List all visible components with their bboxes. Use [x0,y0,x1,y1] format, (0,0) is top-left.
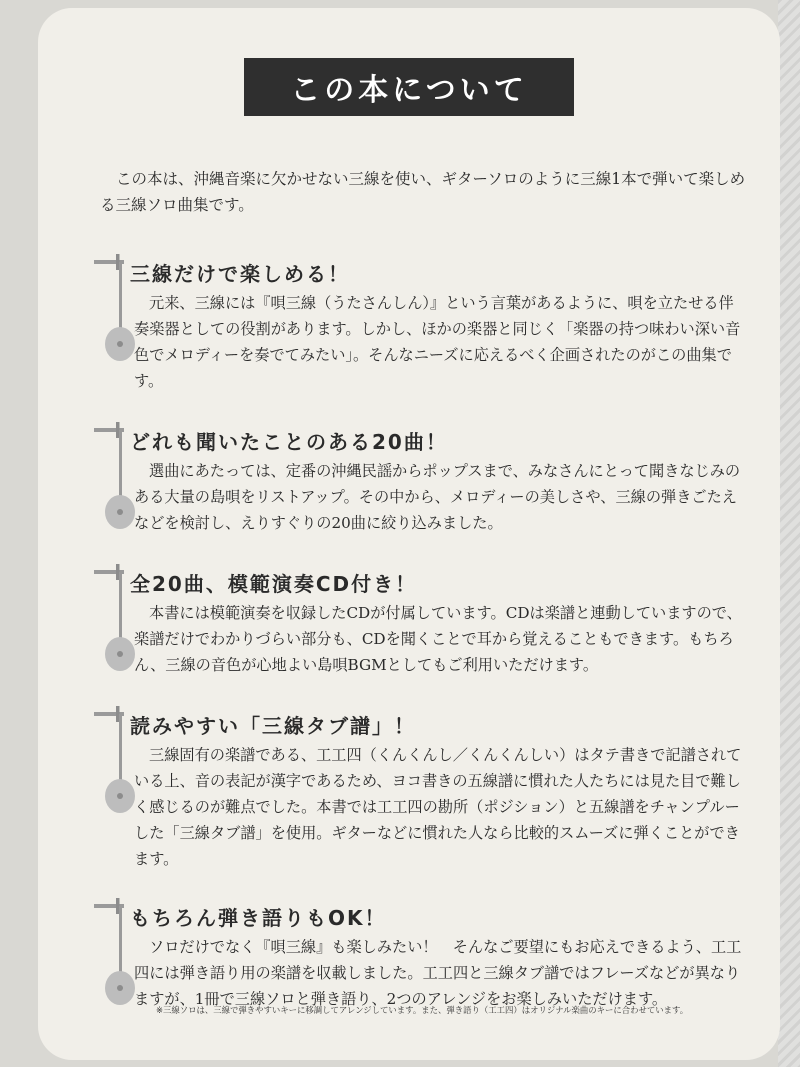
page-title [244,58,574,116]
page-edge-pattern [778,0,800,1067]
section-heading: 読みやすい「三線タブ譜」！ [130,714,416,738]
section-body: ソロだけでなく『唄三線』も楽しみたい！ そんなご要望にもお応えできるよう、工工四には弾き語り用の楽譜を収載しました。工工四と三線タブ譜ではフレーズなどが異なりますが、1冊で三線ソロと弾き語り、2つのアレンジをお楽しみいただけます。 [134,938,742,1008]
section-heading: 三線だけで楽しめる！ [130,262,350,286]
section-heading: もちろん弾き語りもOK！ [130,906,387,930]
section-body: 元来、三線には『唄三線（うたさんしん）』という言葉があるように、唄を立たせる伴奏楽器としての役割があります。しかし、ほかの楽器と同じく「楽器の持つ味わい深い音色でメロディーを奏でてみたい」。そんなニーズに応えるべく企画されたのがこの曲集です。 [134,294,741,390]
section-body: 本書には模範演奏を収録したCDが付属しています。CDは楽譜と連動していますので、楽譜だけでわかりづらい部分も、CDを聞くことで耳から覚えることもできます。もちろん、三線の音色が心地よい島唄BGMとしてもご利用いただけます。 [134,604,742,674]
section-heading: 全20曲、模範演奏CD付き！ [130,572,418,596]
section-body: 選曲にあたっては、定番の沖縄民謡からポップスまで、みなさんにとって聞きなじみのある大量の島唄をリストアップ。その中から、メロディーの美しさや、三線の弾きごたえなどを検討し、えりすぐりの20曲に絞り込みました。 [134,462,741,532]
footnote: ※三線ソロは、三線で弾きやすいキーに移調してアレンジしています。また、弾き語り（工工四）はオリジナル楽曲のキーに合わせています。 [156,1005,689,1015]
section-body: 三線固有の楽譜である、工工四（くんくんし／くんくんしい）はタテ書きで記譜されている上、音の表記が漢字であるため、ヨコ書きの五線譜に慣れた人たちには見た目で難しく感じるのが難点でした。本書では工工四の勘所（ポジション）と五線譜をチャンプルーした「三線タブ譜」を使用。ギターなどに慣れた人なら比較的スムーズに弾くことができます。 [134,746,742,868]
page-title-text: この本について [290,73,528,108]
intro-paragraph: この本は、沖縄音楽に欠かせない三線を使い、ギターソロのように三線1本で弾いて楽しめる三線ソロ曲集です。 [100,170,746,214]
section-heading: どれも聞いたことのある20曲！ [130,430,448,454]
